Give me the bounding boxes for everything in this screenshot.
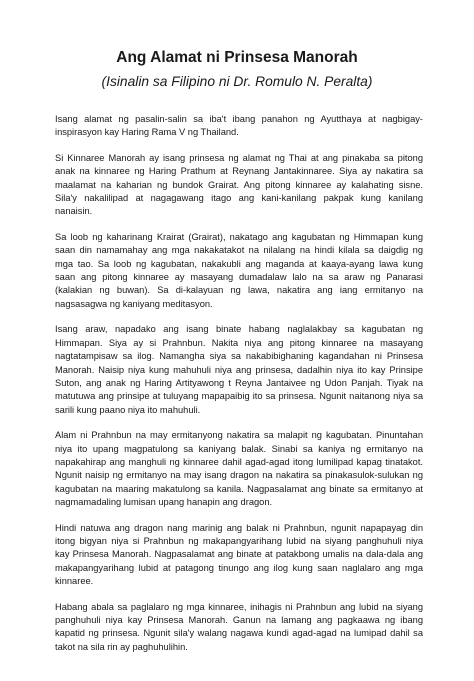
text-line: takot na sila rin ay paghuhulihin. (55, 641, 188, 652)
document-page (0, 49, 474, 654)
text-line: inspirasyon kay Haring Rama V ng Thailand. (55, 127, 239, 138)
text-line: Isang araw, napadako ang isang binate habang naglalakbay sa kagubatan ng (55, 324, 423, 335)
paragraph (55, 152, 423, 219)
paragraph (55, 113, 423, 140)
document-title: Ang Alamat ni Prinsesa Manorah (116, 49, 358, 66)
text-line: napakahirap ang manghuli ng kinnaree dahil agad-agad itong lumilipad kapag tinatakot. (55, 456, 423, 467)
paragraph (55, 323, 423, 417)
text-line: nanaisin. (55, 206, 93, 217)
text-line: makapangyarihang lubid at patagong tinungo ang ilog kung saan naglalaro ang mga (55, 562, 423, 573)
text-line: Himmapan. Siya ay si Prahnbun. Nakita niya ang pitong kinnaree na masayang (55, 337, 423, 348)
text-line: kapatid ng prinsesa. Ngunit sila'y walang nagawa kundi agad-agad na lumipad dahil sa (55, 628, 423, 639)
paragraph (55, 429, 423, 509)
text-line: kinnaree. (55, 576, 94, 587)
text-line: Sa loob ng kaharinang Krairat (Grairat), nakatago ang kagubatan ng Himmapan kung (55, 231, 423, 242)
text-line: mga tao. Sa loob ng kagubatan, nakakubli ang maganda at kaaya-ayang lawa kung (55, 258, 423, 269)
text-line: nagsasagwa ng kaniyang meditasyon. (55, 298, 213, 309)
text-line: (kalakian ng buwan). Sa di-kalayuan ng lawa, nakatira ang iang ermitanyo na (55, 285, 423, 296)
text-line: saan din namamahay ang mga nakakatakot na nilalang na hindi kilala sa daigdig ng (55, 245, 423, 256)
text-line: matutuwa ang prinsipe at tuluyang mapapaibig ito sa prinsesa. Ngunit naitanong niya sa (55, 391, 423, 402)
text-line: kagubatan na maaring makatulong sa kanila. Nagpasalamat ang binate sa ermitanyo at (55, 483, 423, 494)
text-line: Alam ni Prahnbun na may ermitanyong nakatira sa malapit ng kagubatan. Pinuntahan (55, 430, 423, 441)
document-body (55, 113, 423, 654)
paragraph (55, 601, 423, 655)
document-subtitle: (Isinalin sa Filipino ni Dr. Romulo N. Peralta) (101, 74, 373, 89)
paragraph (55, 231, 423, 311)
text-line: nagmamadaling lumisan upang hanapin ang dragon. (55, 497, 273, 508)
text-line: Manorah. Naisip niya kung mahuhuli niya ang prinsesa, dadalhin niya ito kay Prinsipe (55, 364, 423, 375)
paragraph (55, 522, 423, 589)
text-line: kay Prinsesa Manorah. Nagpasalamat ang binate at patakbong umalis na dala-dala ang (55, 549, 423, 560)
text-line: niya ito upang magpatulong sa kaniyang balak. Sinabi sa kaniya ng ermitanyo na (55, 443, 423, 454)
text-line: panghuhuli niya kay Prinsesa Manorah. Ganun na lamang ang pagkaawa ng ibang (55, 615, 423, 625)
text-line: Ngunit naisip ng ermitanyo na may isang dragon na nakatira sa pinakasulok-sulukan ng (55, 470, 423, 481)
text-line: sarili kung paano niya ito mahuhuli. (55, 404, 201, 415)
text-line: itong bigyan niya si Prahnbun ng makapangyarihang lubid na siyang panghuhuli niya (55, 535, 423, 546)
text-line: maalamat na kaharian ng bundok Grairat. Ang pitong kinnaree ay kalahating sisne. (55, 179, 423, 190)
text-line: nagtatampisaw sa ilog. Namangha siya sa nakabibighaning kagandahan ni Prinsesa (55, 351, 423, 362)
text-line: anak na kinnaree ng Haring Prathum at Reynang Jantakinnaree. Siya ay nakatira sa (55, 166, 423, 177)
text-line: Suton, ang anak ng Haring Artityawong t Reyna Jantaivee ng Udon Panjah. Tiyak na (55, 377, 423, 388)
text-line: saan ang pitong kinnaree ay masayang dumadalaw lalo na sa araw ng Panarasi (55, 272, 423, 283)
text-line: Hindi natuwa ang dragon nang marinig ang balak ni Prahnbun, ngunit napapayag din (55, 522, 423, 533)
text-line: Isang alamat ng pasalin-salin sa iba't ibang panahon ng Ayutthaya at nagbigay- (55, 114, 423, 124)
text-line: Habang abala sa paglalaro ng mga kinnaree, inihagis ni Prahnbun ang lubid na siyang (55, 601, 423, 612)
text-line: Sila'y nakalilipad at nagagawang itago ang kani-kanilang pakpak kung kanilang (55, 193, 423, 204)
text-line: Si Kinnaree Manorah ay isang prinsesa ng alamat ng Thai at ang pinakaba sa pitong (55, 152, 423, 163)
